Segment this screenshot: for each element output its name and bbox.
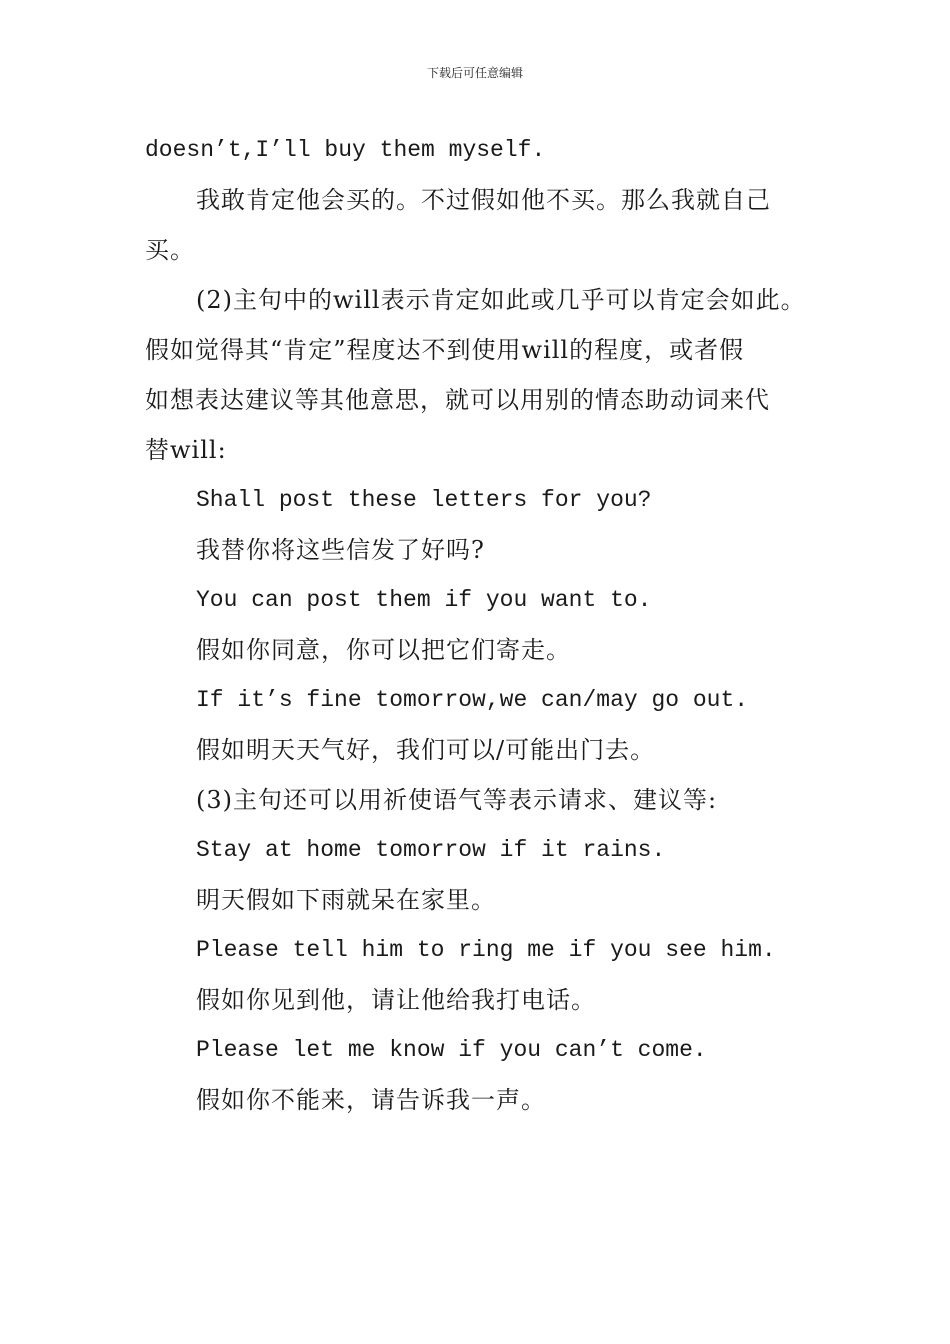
text-line: 我敢肯定他会买的。不过假如他不买。那么我就自己: [196, 186, 771, 214]
text-line: 假如你同意，你可以把它们寄走。: [196, 636, 571, 664]
text-line: doesn’t,I’ll buy them myself.: [145, 137, 546, 163]
page-header: 下载后可任意编辑: [426, 66, 523, 80]
text-line: (2)主句中的will表示肯定如此或几乎可以肯定会如此。: [196, 286, 806, 314]
text-line: 假如觉得其“肯定”程度达不到使用will的程度，或者假: [145, 336, 745, 364]
text-line: (3)主句还可以用祈使语气等表示请求、建议等:: [196, 786, 718, 814]
text-line: 明天假如下雨就呆在家里。: [196, 886, 496, 914]
text-line: 假如明天天气好，我们可以/可能出门去。: [196, 736, 656, 764]
text-line: 假如你不能来，请告诉我一声。: [196, 1086, 546, 1114]
text-line: 替will:: [145, 436, 227, 464]
text-line: You can post them if you want to.: [196, 587, 652, 613]
text-line: Shall post these letters for you?: [196, 487, 652, 513]
text-line: 如想表达建议等其他意思，就可以用别的情态助动词来代: [145, 386, 770, 414]
text-line: Please tell him to ring me if you see him.: [196, 937, 776, 963]
text-line: 买。: [145, 236, 195, 264]
text-line: Please let me know if you can’t come.: [196, 1037, 707, 1063]
text-line: If it’s fine tomorrow,we can/may go out.: [196, 687, 749, 713]
text-line: 假如你见到他，请让他给我打电话。: [196, 986, 596, 1014]
text-line: Stay at home tomorrow if it rains.: [196, 837, 666, 863]
text-line: 我替你将这些信发了好吗?: [196, 536, 485, 564]
